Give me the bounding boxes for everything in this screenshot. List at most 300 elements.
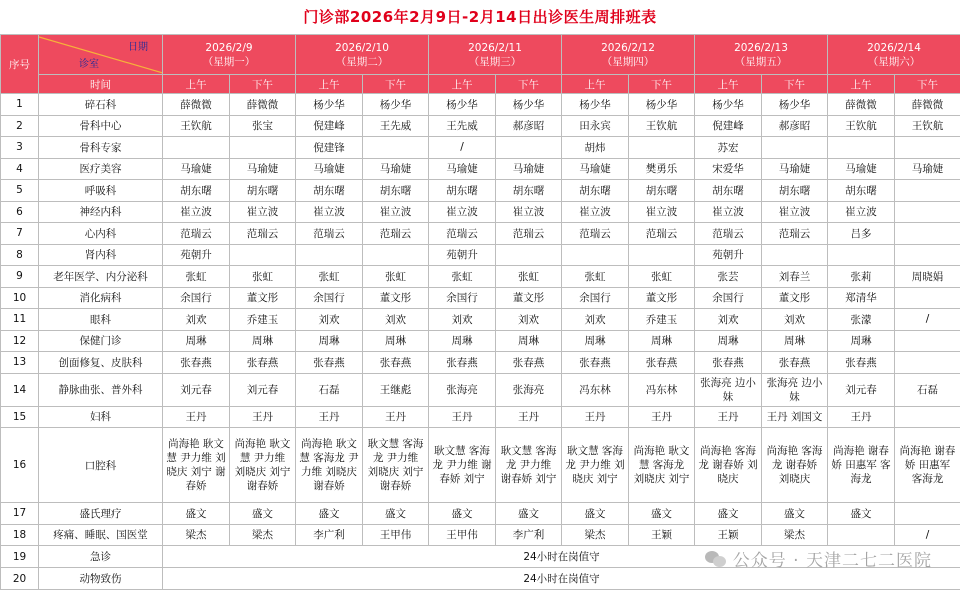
schedule-cell: 王甲伟 [429,524,496,546]
schedule-cell: 王颖 [629,524,695,546]
am-header: 上午 [296,75,363,94]
schedule-cell: 胡东曙 [296,180,363,202]
schedule-cell: 盛文 [363,503,429,525]
schedule-cell: 董文彤 [230,287,296,309]
dept-name: 呼吸科 [39,180,163,202]
schedule-cell: 胡东曙 [629,180,695,202]
schedule-cell: 张海亮 边小妹 [695,373,762,406]
schedule-cell: 薛微微 [230,94,296,116]
schedule-cell: / [429,137,496,159]
schedule-cell: 王先威 [363,115,429,137]
table-row [1,244,960,266]
schedule-cell: 张濛 [828,309,895,331]
schedule-cell: 胡炜 [562,137,629,159]
schedule-cell [895,503,960,525]
schedule-cell: 胡东曙 [828,180,895,202]
schedule-cell: 范瑞云 [230,223,296,245]
table-row [1,309,960,331]
day-weekday: （星期一） [202,55,256,68]
schedule-cell: 张春燕 [828,352,895,374]
schedule-cell: 张春燕 [496,352,562,374]
dept-name: 医疗美容 [39,158,163,180]
watermark [705,546,932,571]
schedule-cell: 范瑞云 [429,223,496,245]
schedule-cell: 周琳 [762,330,828,352]
row-number: 6 [1,201,39,223]
schedule-cell: 苑朝升 [163,244,230,266]
schedule-cell: 马瑜婕 [230,158,296,180]
schedule-cell: 范瑞云 [363,223,429,245]
day-weekday: （星期二） [335,55,389,68]
schedule-cell [828,137,895,159]
dept-name: 眼科 [39,309,163,331]
schedule-cell [230,137,296,159]
day-header-3 [429,35,562,75]
dept-name: 碎石科 [39,94,163,116]
row-number: 14 [1,373,39,406]
schedule-cell: 杨少华 [363,94,429,116]
schedule-cell: 周琳 [695,330,762,352]
schedule-cell [363,244,429,266]
row-number: 9 [1,266,39,288]
schedule-cell: 王丹 [163,406,230,428]
schedule-cell: 冯东林 [562,373,629,406]
schedule-cell: 王钦航 [629,115,695,137]
schedule-cell: 董文彤 [363,287,429,309]
schedule-cell: 尚海艳 谢春娇 田惠军 客海龙 [895,428,960,503]
schedule-cell: 张虹 [163,266,230,288]
schedule-cell: 董文彤 [496,287,562,309]
day-date: 2026/2/9 [205,41,253,54]
pm-header: 下午 [895,75,960,94]
schedule-cell: 董文彤 [629,287,695,309]
schedule-cell: 李广利 [296,524,363,546]
day-date: 2026/2/12 [601,41,655,54]
table-row [1,223,960,245]
schedule-cell: 周琳 [562,330,629,352]
schedule-cell: 马瑜婕 [363,158,429,180]
duty-note: 24小时在岗值守 [163,546,960,568]
schedule-cell: 崔立波 [230,201,296,223]
table-row [1,524,960,546]
schedule-cell: 胡东曙 [363,180,429,202]
row-number: 13 [1,352,39,374]
schedule-cell: 张海亮 [496,373,562,406]
schedule-cell: 王丹 [296,406,363,428]
schedule-cell: 盛文 [629,503,695,525]
schedule-cell: 王颖 [695,524,762,546]
table-row [1,266,960,288]
schedule-cell: 崔立波 [629,201,695,223]
schedule-cell: 张虹 [230,266,296,288]
schedule-cell: 崔立波 [296,201,363,223]
schedule-cell: 周琳 [296,330,363,352]
schedule-cell [363,137,429,159]
schedule-cell [895,223,960,245]
day-weekday: （星期三） [468,55,522,68]
row-number: 8 [1,244,39,266]
schedule-cell: 杨少华 [629,94,695,116]
schedule-cell: 王先威 [429,115,496,137]
schedule-cell [163,137,230,159]
row-number: 18 [1,524,39,546]
table-row [1,115,960,137]
schedule-cell [562,244,629,266]
schedule-cell: 李广利 [496,524,562,546]
schedule-cell [496,244,562,266]
schedule-cell: 刘欢 [163,309,230,331]
schedule-cell: 崔立波 [695,201,762,223]
dept-name: 神经内科 [39,201,163,223]
schedule-cell: / [895,524,960,546]
row-number: 1 [1,94,39,116]
schedule-cell: 王丹 [496,406,562,428]
dept-name: 保健门诊 [39,330,163,352]
pm-header: 下午 [230,75,296,94]
schedule-cell: 梁杰 [562,524,629,546]
schedule-cell: 周琳 [230,330,296,352]
schedule-cell: 余国行 [695,287,762,309]
schedule-cell: 梁杰 [163,524,230,546]
watermark-text: 公众号 · 天津二七二医院 [732,551,932,571]
schedule-cell [828,244,895,266]
schedule-cell: 王丹 刘国文 [762,406,828,428]
day-header-2 [296,35,429,75]
schedule-cell: 崔立波 [828,201,895,223]
schedule-cell: 杨少华 [496,94,562,116]
diag-dept-label: 诊室 [79,59,99,70]
dept-name: 消化病科 [39,287,163,309]
schedule-cell: 薛微微 [828,94,895,116]
schedule-cell [895,137,960,159]
schedule-cell [895,330,960,352]
schedule-cell: 周晓娟 [895,266,960,288]
dept-name: 创面修复、皮肤科 [39,352,163,374]
schedule-cell: 张春燕 [163,352,230,374]
schedule-cell: 胡东曙 [429,180,496,202]
schedule-cell: 周琳 [496,330,562,352]
schedule-cell: 盛文 [496,503,562,525]
table-row [1,287,960,309]
row-number: 5 [1,180,39,202]
row-number: 12 [1,330,39,352]
schedule-cell: 冯东林 [629,373,695,406]
schedule-cell: 薛微微 [163,94,230,116]
schedule-cell: 宋爱华 [695,158,762,180]
schedule-cell: 周琳 [163,330,230,352]
schedule-cell: 刘元春 [163,373,230,406]
schedule-cell: 范瑞云 [496,223,562,245]
schedule-cell: 马瑜婕 [828,158,895,180]
schedule-cell: / [895,309,960,331]
schedule-cell: 刘欢 [429,309,496,331]
schedule-cell: 马瑜婕 [496,158,562,180]
table-row [1,406,960,428]
schedule-cell: 周琳 [828,330,895,352]
schedule-cell: 尚海艳 耿文慧 尹力维 刘晓庆 刘宁 谢春娇 [163,428,230,503]
diagonal-header [39,35,163,75]
schedule-cell: 胡东曙 [762,180,828,202]
schedule-cell: 崔立波 [163,201,230,223]
dept-name: 老年医学、内分泌科 [39,266,163,288]
schedule-cell: 王丹 [828,406,895,428]
schedule-cell: 盛文 [762,503,828,525]
schedule-cell: 王丹 [695,406,762,428]
schedule-cell: 王继彪 [363,373,429,406]
schedule-cell: 尚海艳 谢春娇 田惠军 客海龙 [828,428,895,503]
schedule-cell [895,180,960,202]
page-title: 门诊部2026年2月9日-2月14日出诊医生周排班表 [303,8,657,26]
schedule-cell: 马瑜婕 [895,158,960,180]
schedule-cell: 张春燕 [363,352,429,374]
table-row [1,330,960,352]
schedule-cell: 刘欢 [363,309,429,331]
schedule-cell: 杨少华 [429,94,496,116]
row-number: 11 [1,309,39,331]
schedule-cell: 薛微微 [895,94,960,116]
schedule-cell: 张莉 [828,266,895,288]
am-header: 上午 [429,75,496,94]
dept-name: 疼痛、睡眠、国医堂 [39,524,163,546]
schedule-cell: 尚海艳 耿文慧 客海龙 刘晓庆 刘宁 [629,428,695,503]
am-header: 上午 [163,75,230,94]
schedule-cell: 崔立波 [762,201,828,223]
schedule-cell: 马瑜婕 [762,158,828,180]
day-date: 2026/2/11 [468,41,522,54]
schedule-cell: 胡东曙 [695,180,762,202]
pm-header: 下午 [363,75,429,94]
schedule-cell: 余国行 [296,287,363,309]
schedule-cell [895,287,960,309]
schedule-cell: 马瑜婕 [163,158,230,180]
schedule-cell: 刘欢 [695,309,762,331]
schedule-cell [895,201,960,223]
schedule-cell: 张虹 [496,266,562,288]
schedule-cell: 盛文 [296,503,363,525]
schedule-cell: 周琳 [429,330,496,352]
table-row [1,137,960,159]
schedule-cell: 范瑞云 [695,223,762,245]
schedule-cell: 盛文 [695,503,762,525]
schedule-cell [828,524,895,546]
schedule-cell: 王甲伟 [363,524,429,546]
table-row [1,201,960,223]
schedule-cell: 胡东曙 [562,180,629,202]
schedule-cell: 梁杰 [230,524,296,546]
am-header: 上午 [695,75,762,94]
row-number: 10 [1,287,39,309]
schedule-cell: 盛文 [429,503,496,525]
pm-header: 下午 [762,75,828,94]
schedule-cell: 杨少华 [296,94,363,116]
schedule-cell: 樊勇乐 [629,158,695,180]
schedule-cell [895,352,960,374]
table-row [1,352,960,374]
schedule-cell: 王钦航 [895,115,960,137]
dept-name: 心内科 [39,223,163,245]
day-date: 2026/2/14 [867,41,921,54]
schedule-cell: 刘元春 [828,373,895,406]
schedule-cell: 余国行 [562,287,629,309]
schedule-cell: 刘欢 [296,309,363,331]
schedule-cell: 余国行 [429,287,496,309]
schedule-cell: 盛文 [230,503,296,525]
schedule-cell: 尚海艳 耿文慧 客海龙 尹力维 刘晓庆 谢春娇 [296,428,363,503]
day-weekday: （星期四） [601,55,655,68]
schedule-cell: 张芸 [695,266,762,288]
row-number: 20 [1,568,39,590]
dept-name: 口腔科 [39,428,163,503]
dept-name: 静脉曲张、普外科 [39,373,163,406]
schedule-cell [629,244,695,266]
schedule-cell [230,244,296,266]
schedule-cell: 梁杰 [762,524,828,546]
row-number: 3 [1,137,39,159]
schedule-cell: 张春燕 [296,352,363,374]
pm-header: 下午 [629,75,695,94]
schedule-cell: 张虹 [629,266,695,288]
schedule-cell: 王钦航 [163,115,230,137]
row-number: 7 [1,223,39,245]
day-header-5 [695,35,828,75]
schedule-cell: 张春燕 [629,352,695,374]
schedule-cell: 郝彦昭 [762,115,828,137]
schedule-cell: 倪建峰 [695,115,762,137]
schedule-cell: 刘欢 [496,309,562,331]
schedule-cell: 乔建玉 [230,309,296,331]
row-number: 4 [1,158,39,180]
table-row [1,373,960,406]
schedule-cell: 王丹 [562,406,629,428]
schedule-cell: 张春燕 [429,352,496,374]
schedule-cell: 张虹 [296,266,363,288]
dept-name: 动物致伤 [39,568,163,590]
schedule-cell: 马瑜婕 [296,158,363,180]
schedule-cell [895,244,960,266]
dept-name: 肾内科 [39,244,163,266]
table-row [1,503,960,525]
schedule-cell: 苑朝升 [695,244,762,266]
schedule-cell: 胡东曙 [163,180,230,202]
schedule-cell: 刘元春 [230,373,296,406]
schedule-cell: 刘欢 [562,309,629,331]
schedule-cell: 石磊 [296,373,363,406]
day-weekday: （星期六） [867,55,921,68]
schedule-cell [895,406,960,428]
day-weekday: （星期五） [734,55,788,68]
schedule-cell: 耿文慧 客海龙 尹力维 刘晓庆 刘宁 [562,428,629,503]
schedule-cell: 郝彦昭 [496,115,562,137]
seq-header: 序号 [1,35,39,94]
schedule-cell: 苏宏 [695,137,762,159]
schedule-cell: 田永宾 [562,115,629,137]
dept-name: 妇科 [39,406,163,428]
schedule-cell: 乔建玉 [629,309,695,331]
day-date: 2026/2/10 [335,41,389,54]
schedule-cell: 周琳 [629,330,695,352]
schedule-cell: 张虹 [562,266,629,288]
row-number: 15 [1,406,39,428]
schedule-cell: 石磊 [895,373,960,406]
schedule-cell: 张春燕 [230,352,296,374]
schedule-cell: 王钦航 [828,115,895,137]
schedule-cell: 范瑞云 [762,223,828,245]
schedule-cell: 余国行 [163,287,230,309]
schedule-cell: 张海亮 边小妹 [762,373,828,406]
schedule-cell: 耿文慧 客海龙 尹力维 谢春娇 刘宁 [429,428,496,503]
schedule-cell: 张海亮 [429,373,496,406]
schedule-cell: 王丹 [230,406,296,428]
row-number: 17 [1,503,39,525]
schedule-cell: 崔立波 [562,201,629,223]
dept-name: 骨科中心 [39,115,163,137]
schedule-table [0,34,960,590]
table-row [1,180,960,202]
schedule-cell: 盛文 [828,503,895,525]
day-header-1 [163,35,296,75]
dept-name: 骨科专家 [39,137,163,159]
schedule-cell: 倪建锋 [296,137,363,159]
schedule-cell: 郑清华 [828,287,895,309]
schedule-cell: 崔立波 [363,201,429,223]
schedule-cell: 张宝 [230,115,296,137]
schedule-cell: 崔立波 [496,201,562,223]
schedule-cell: 范瑞云 [163,223,230,245]
schedule-cell: 杨少华 [762,94,828,116]
schedule-cell [629,137,695,159]
schedule-cell: 张虹 [429,266,496,288]
schedule-cell: 崔立波 [429,201,496,223]
dept-name: 盛氏理疗 [39,503,163,525]
schedule-cell: 倪建峰 [296,115,363,137]
schedule-cell: 苑朝升 [429,244,496,266]
schedule-cell: 周琳 [363,330,429,352]
schedule-cell: 耿文慧 客海龙 尹力维 刘晓庆 刘宁 谢春娇 [363,428,429,503]
day-header-4 [562,35,695,75]
duty-note: 24小时在岗值守 [163,568,960,590]
schedule-cell [762,244,828,266]
schedule-cell: 吕多 [828,223,895,245]
wechat-icon [705,550,727,568]
schedule-cell: 董文彤 [762,287,828,309]
row-number: 2 [1,115,39,137]
schedule-cell: 杨少华 [562,94,629,116]
schedule-cell: 马瑜婕 [562,158,629,180]
pm-header: 下午 [496,75,562,94]
day-header-6 [828,35,960,75]
schedule-cell: 张春燕 [695,352,762,374]
table-row [1,158,960,180]
schedule-cell [762,137,828,159]
day-date: 2026/2/13 [734,41,788,54]
time-header: 时间 [39,75,163,94]
schedule-cell [496,137,562,159]
schedule-cell: 盛文 [562,503,629,525]
schedule-cell: 胡东曙 [230,180,296,202]
schedule-cell: 尚海艳 耿文慧 尹力维 刘晓庆 刘宁 谢春娇 [230,428,296,503]
schedule-cell: 尚海艳 客海龙 谢春娇 刘晓庆 [695,428,762,503]
table-row [1,428,960,503]
schedule-cell: 张春燕 [762,352,828,374]
schedule-cell: 王丹 [363,406,429,428]
schedule-cell: 尚海艳 客海龙 谢春娇 刘晓庆 [762,428,828,503]
schedule-cell: 范瑞云 [296,223,363,245]
schedule-cell: 王丹 [429,406,496,428]
schedule-cell: 马瑜婕 [429,158,496,180]
schedule-cell: 范瑞云 [629,223,695,245]
row-number: 16 [1,428,39,503]
diag-date-label: 日期 [128,42,148,53]
